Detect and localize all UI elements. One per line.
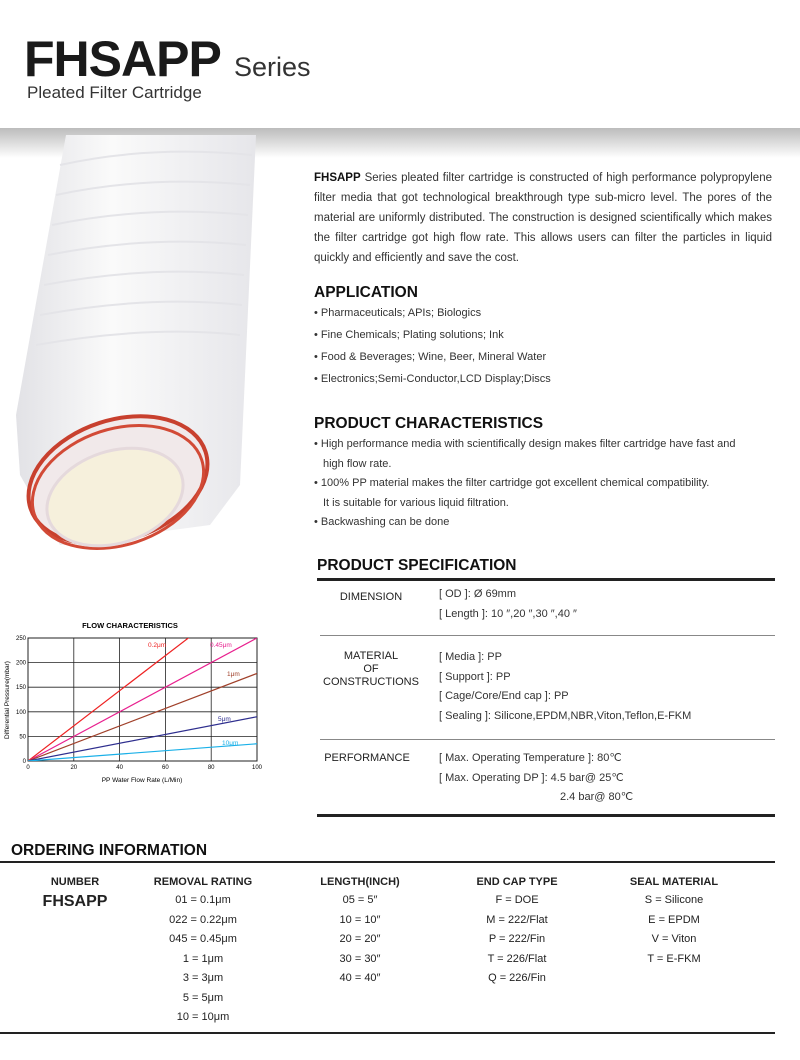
intro-lead: FHSAPP (314, 172, 361, 184)
spec-label-line: MATERIAL (343, 650, 399, 662)
ordering-column (133, 891, 273, 1028)
series-label: 0.45μm (210, 642, 232, 649)
y-tick-label: 250 (15, 636, 26, 642)
series-label: Series (234, 52, 311, 82)
list-item: • Food & Beverages; Wine, Beer, Mineral Water (314, 346, 551, 368)
ordering-value: M = 222/Flat (486, 913, 548, 926)
ordering-value: 20 = 20″ (339, 933, 381, 945)
x-tick-label: 80 (207, 765, 215, 771)
ordering-heading: ORDERING INFORMATION (11, 842, 208, 859)
characteristics-heading: PRODUCT CHARACTERISTICS (314, 415, 544, 432)
x-tick-label: 40 (116, 765, 123, 771)
x-axis-label: PP Water Flow Rate (L/Min) (101, 777, 183, 784)
list-item-continued: high flow rate. (323, 457, 392, 470)
y-tick-label: 150 (15, 685, 26, 692)
spec-values-dimension (439, 585, 577, 624)
divider (0, 861, 775, 863)
ordering-column-header: REMOVAL RATING (153, 876, 253, 888)
series-label: 10μm (222, 740, 239, 747)
x-tick-label: 100 (251, 765, 263, 771)
ordering-column (5, 891, 145, 913)
spec-value: 2.4 bar@ 80℃ (560, 791, 634, 803)
spec-label-dimension: DIMENSION (339, 591, 403, 603)
ordering-column-header: NUMBER (50, 876, 100, 888)
y-tick-label: 100 (15, 709, 26, 716)
ordering-value: T = 226/Flat (487, 952, 547, 965)
divider (0, 1032, 775, 1034)
spec-values-material (439, 648, 691, 726)
divider (320, 739, 775, 740)
ordering-column-header: END CAP TYPE (476, 876, 558, 888)
flow-chart (0, 615, 270, 790)
ordering-column (290, 891, 430, 989)
ordering-value: P = 222/Fin (488, 933, 546, 945)
list-item-continued: It is suitable for various liquid filtration. (323, 496, 509, 509)
ordering-value: 05 = 5″ (342, 894, 378, 906)
x-tick-label: 20 (70, 765, 78, 771)
ordering-value: 10 = 10″ (339, 913, 381, 926)
ordering-value: 1 = 1μm (182, 952, 224, 965)
y-tick-label: 0 (22, 759, 26, 765)
y-tick-label: 50 (19, 734, 26, 741)
filter-cartridge-image (0, 135, 300, 555)
application-list (314, 302, 551, 390)
list-item: • High performance media with scientifically design makes filter cartridge have fast and (314, 435, 735, 455)
x-tick-label: 60 (162, 765, 169, 771)
divider (317, 578, 775, 581)
ordering-value: 40 = 40″ (339, 972, 381, 984)
ordering-value: 01 = 0.1μm (175, 894, 231, 906)
spec-label-line: CONSTRUCTIONS (323, 676, 419, 688)
spec-value: [ Media ]: PP (439, 651, 502, 663)
series-line (28, 717, 257, 761)
ordering-column-header: SEAL MATERIAL (629, 876, 719, 888)
intro-paragraph (314, 168, 772, 268)
ordering-value: 022 = 0.22μm (169, 913, 237, 926)
list-item: • Backwashing can be done (314, 513, 735, 533)
subtitle: Pleated Filter Cartridge (27, 83, 202, 102)
brand-title: FHSAPP (24, 31, 221, 87)
characteristics-list (314, 435, 735, 533)
spec-value: [ OD ]: Ø 69mm (439, 588, 517, 600)
spec-value: [ Length ]: 10 ″,20 ″,30 ″,40 ″ (439, 607, 577, 620)
spec-value: [ Max. Operating Temperature ]: 80℃ (439, 752, 622, 764)
spec-value: [ Cage/Core/End cap ]: PP (439, 690, 569, 702)
ordering-value: F = DOE (495, 894, 539, 906)
ordering-value: T = E-FKM (647, 952, 701, 965)
ordering-value: E = EPDM (648, 913, 700, 926)
series-label: 5μm (218, 716, 231, 723)
y-axis-label: Differential Pressure(mbar) (4, 661, 11, 739)
divider (317, 814, 775, 817)
spec-label-line: OF (363, 663, 379, 675)
series-label: 0.2μm (148, 642, 167, 649)
ordering-column (447, 891, 587, 989)
ordering-value: 045 = 0.45μm (169, 933, 237, 945)
spec-value: [ Support ]: PP (439, 670, 511, 683)
series-label: 1μm (227, 671, 240, 678)
ordering-value: 10 = 10μm (176, 1011, 230, 1023)
intro-text: Series pleated filter cartridge is constructed of high performance polypropylene filter media that got technological breakthrough type sub-micro level. The pores of the material are uniformly distributed. The construction is designed scientifically which makes the filter cartridge got high flow rate. This allows users can filter the particles in liquid quickly and efficiently and save the cost. (314, 172, 772, 264)
ordering-value: V = Viton (651, 933, 697, 945)
ordering-value: 30 = 30″ (339, 952, 381, 965)
list-item: • 100% PP material makes the filter cartridge got excellent chemical compatibility. (314, 474, 735, 494)
spec-value: [ Max. Operating DP ]: 4.5 bar@ 25℃ (439, 771, 624, 784)
ordering-column (604, 891, 744, 969)
ordering-value: Q = 226/Fin (488, 972, 546, 984)
y-tick-label: 200 (15, 660, 26, 667)
ordering-value: 5 = 5μm (182, 991, 224, 1004)
ordering-column-header: LENGTH(INCH) (320, 876, 400, 888)
application-heading: APPLICATION (314, 284, 418, 301)
list-item: • Fine Chemicals; Plating solutions; Ink (314, 324, 551, 346)
spec-value: [ Sealing ]: Silicone,EPDM,NBR,Viton,Teflon,E-FKM (439, 709, 692, 722)
chart-title: FLOW CHARACTERISTICS (82, 621, 178, 630)
x-tick-label: 0 (26, 765, 30, 771)
spec-label-material (316, 650, 426, 689)
list-item: • Pharmaceuticals; APIs; Biologics (314, 302, 551, 324)
divider (320, 635, 775, 636)
ordering-value: S = Silicone (644, 894, 704, 906)
ordering-value: FHSAPP (42, 893, 108, 910)
specification-heading: PRODUCT SPECIFICATION (317, 557, 517, 574)
spec-values-performance (439, 749, 633, 808)
spec-label-performance: PERFORMANCE (324, 752, 410, 764)
ordering-value: 3 = 3μm (182, 972, 224, 984)
list-item: • Electronics;Semi-Conductor,LCD Display;Discs (314, 368, 551, 390)
